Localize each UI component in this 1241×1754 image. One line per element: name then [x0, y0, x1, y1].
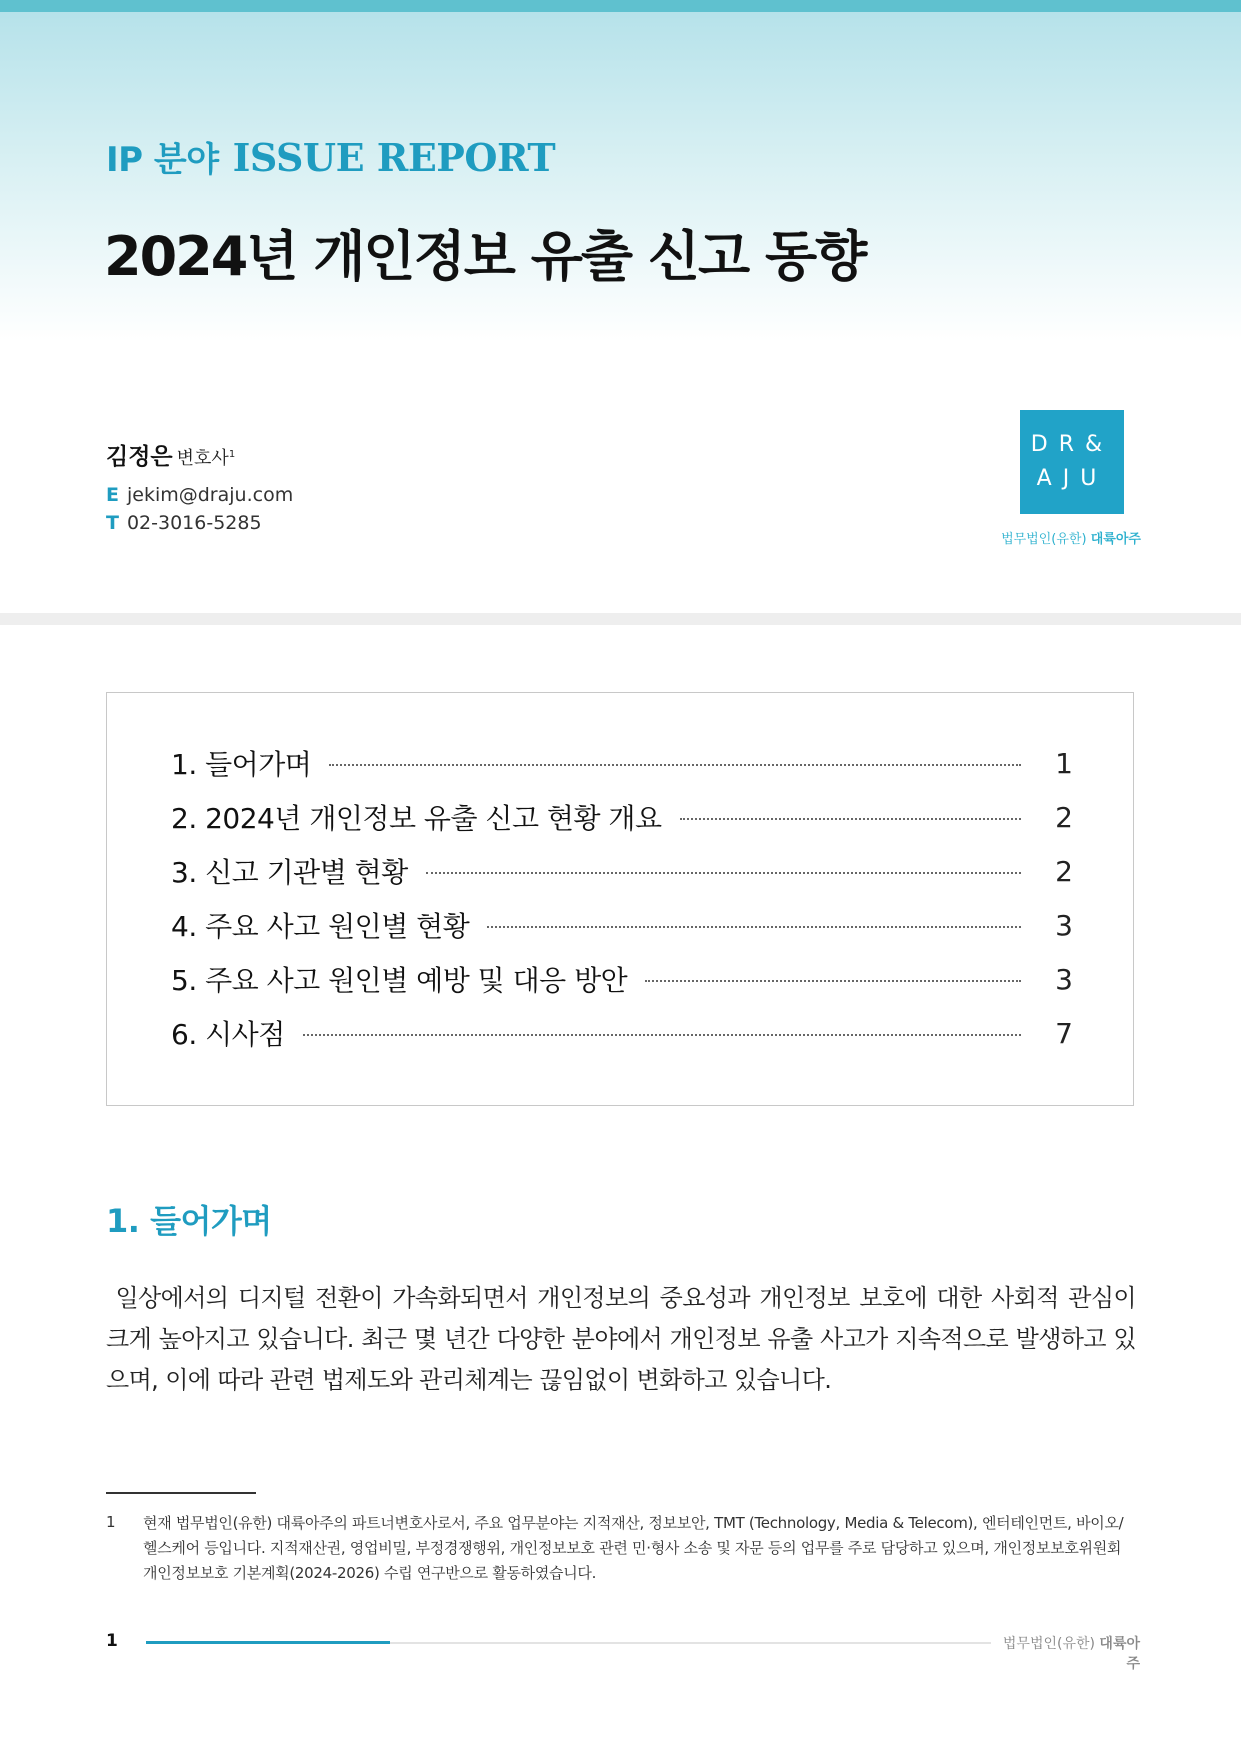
email-address[interactable]: jekim@draju.com: [126, 484, 294, 506]
toc-item-label: 1. 들어가며: [171, 748, 312, 781]
toc-item[interactable]: [171, 905, 1077, 945]
toc-leader-dots: [645, 980, 1021, 982]
toc-item-label: 5. 주요 사고 원인별 예방 및 대응 방안: [171, 964, 628, 997]
table-of-contents: [106, 692, 1134, 1106]
footer-firm-name: [994, 1633, 1140, 1673]
toc-item-label: 6. 시사점: [171, 1018, 285, 1051]
footnote-text: 현재 법무법인(유한) 대륙아주의 파트너변호사로서, 주요 업무분야는 지적재산, 정보보안, TMT (Technology, Media & Telecom), 엔터테인먼트, 바이오/헬스케어 등입니다. 지적재산권, 영업비밀, 부정경쟁행위, 개인정보보호 관련 민·형사 소송 및 자문 등의 업무를 주로 담당하고 있으며, 개인정보보호위원회 개인정보보호 기본계획(2024-2026) 수립 연구반으로 활동하였습니다.: [143, 1514, 1124, 1582]
logo-row-1: DR&: [1030, 432, 1114, 457]
footer-page-number: 1: [106, 1631, 118, 1651]
toc-leader-dots: [487, 926, 1021, 928]
toc-item[interactable]: [171, 959, 1077, 999]
toc-item-label: 4. 주요 사고 원인별 현황: [171, 910, 470, 943]
toc-item-page: 2: [1055, 854, 1073, 888]
toc-item[interactable]: [171, 1013, 1077, 1053]
logo-firm-name: [1000, 528, 1142, 547]
author-role-text: 변호사: [176, 448, 229, 469]
logo-row-2: AJU: [1036, 466, 1108, 491]
toc-item-page: 3: [1055, 908, 1073, 942]
phone-number: 02-3016-5285: [126, 512, 262, 534]
series-label: [106, 132, 555, 181]
body-paragraph: [106, 1278, 1136, 1401]
top-accent-stripe: [0, 0, 1241, 12]
email-line: [106, 484, 293, 506]
author-line: [106, 438, 235, 471]
footer-progress-accent: [146, 1641, 390, 1644]
toc-item-label: 3. 신고 기관별 현황: [171, 856, 408, 889]
toc-item[interactable]: [171, 851, 1077, 891]
toc-item-label: 2. 2024년 개인정보 유출 신고 현황 개요: [171, 802, 662, 835]
page-title: 2024년 개인정보 유출 신고 동향: [104, 225, 866, 288]
email-label: E: [106, 484, 119, 506]
phone-line: [106, 512, 262, 534]
toc-item[interactable]: [171, 743, 1077, 783]
logo-firm-brand: 대륙아주: [1090, 532, 1141, 547]
footer-firm-prefix: 법무법인(유한): [1002, 1636, 1095, 1652]
toc-item-page: 7: [1055, 1016, 1073, 1050]
toc-leader-dots: [329, 764, 1021, 766]
toc-item-page: 1: [1055, 746, 1073, 780]
footnote-number: 1: [106, 1513, 116, 1531]
footer-firm-brand: 대륙아주: [1099, 1636, 1140, 1672]
series-category: IP 분야: [106, 140, 219, 180]
author-name: 김정은: [106, 444, 173, 470]
logo-firm-prefix: 법무법인(유한): [1001, 532, 1087, 547]
toc-leader-dots: [303, 1034, 1021, 1036]
toc-item[interactable]: [171, 797, 1077, 837]
footnote-marker[interactable]: 1: [228, 449, 236, 460]
footnote-rule: [106, 1492, 256, 1494]
firm-logo: [1020, 410, 1124, 514]
toc-item-page: 2: [1055, 800, 1073, 834]
toc-item-page: 3: [1055, 962, 1073, 996]
body-paragraph-text: 일상에서의 디지털 전환이 가속화되면서 개인정보의 중요성과 개인정보 보호에 대한 사회적 관심이 크게 높아지고 있습니다. 최근 몇 년간 다양한 분야에서 개인정보 유출 사고가 지속적으로 발생하고 있으며, 이에 따라 관련 법제도와 관리체계는 끊임없이 변화하고 있습니다.: [106, 1284, 1137, 1394]
section-divider: [0, 613, 1241, 625]
section-heading: 1. 들어가며: [106, 1202, 272, 1240]
series-issue-report: ISSUE REPORT: [232, 135, 556, 180]
author-role: [177, 448, 236, 469]
toc-leader-dots: [680, 818, 1021, 820]
phone-label: T: [106, 512, 119, 534]
toc-leader-dots: [426, 872, 1021, 874]
